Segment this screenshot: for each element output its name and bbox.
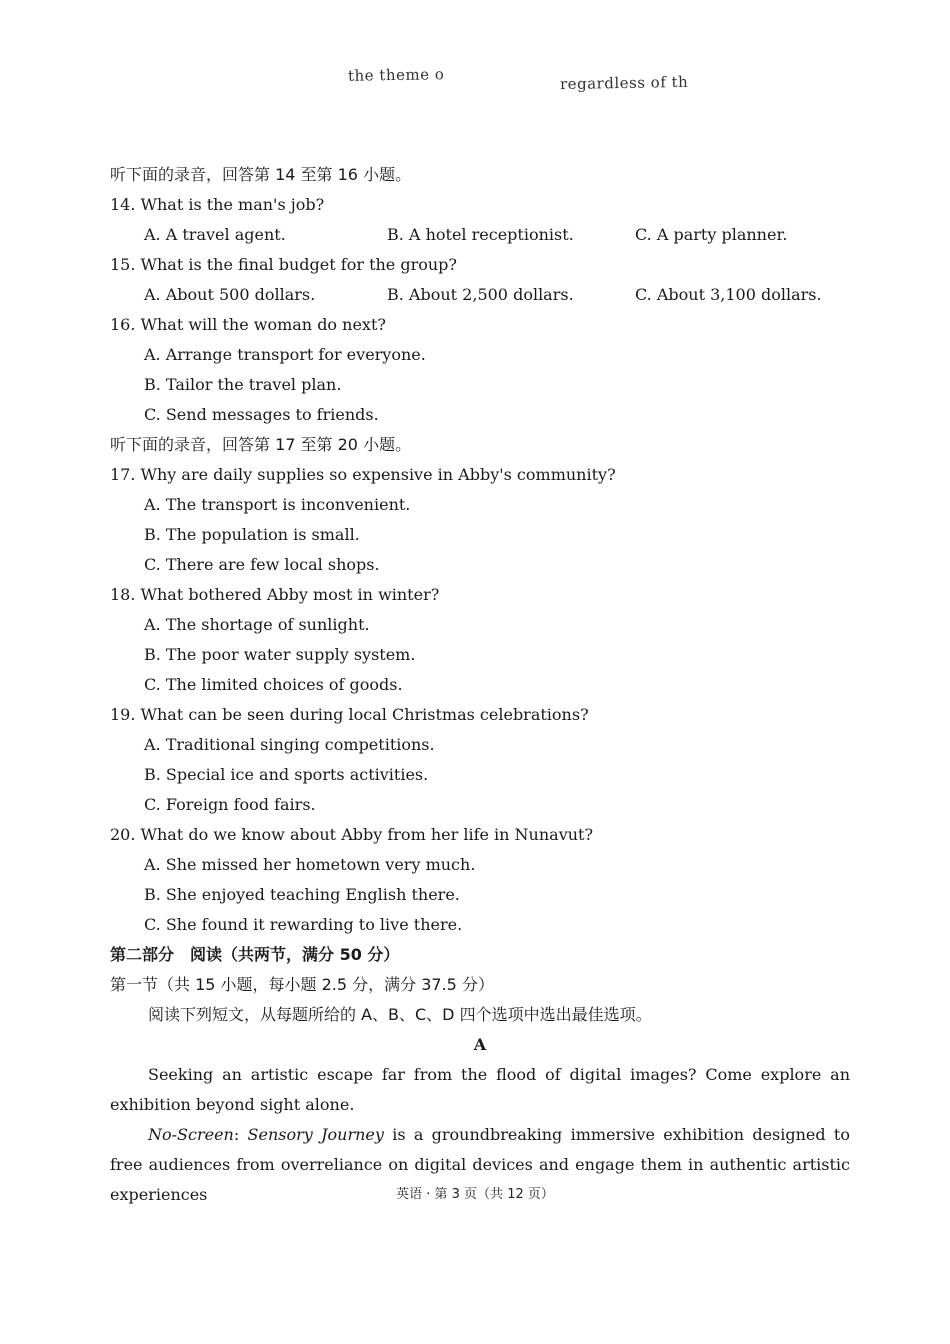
part2-section1: 第一节（共 15 小题，每小题 2.5 分，满分 37.5 分） — [110, 975, 494, 994]
option-b: B. The population is small. — [144, 525, 360, 544]
option-c: C. A party planner. — [635, 225, 788, 244]
exhibition-subtitle: Sensory Journey — [247, 1125, 384, 1144]
reading-instruction: 阅读下列短文，从每题所给的 A、B、C、D 四个选项中选出最佳选项。 — [148, 1005, 652, 1024]
question-18: 18. What bothered Abby most in winter? — [110, 585, 440, 604]
option-c: C. There are few local shops. — [144, 555, 380, 574]
question-15-options — [110, 280, 850, 310]
question-14: 14. What is the man's job? — [110, 195, 325, 214]
exhibition-title: No-Screen — [148, 1125, 234, 1144]
option-a: A. The transport is inconvenient. — [144, 495, 411, 514]
header-bleed-left: the theme o — [347, 65, 445, 85]
option-a: A. Traditional singing competitions. — [144, 735, 435, 754]
option-b: B. She enjoyed teaching English there. — [144, 885, 460, 904]
page-footer: 英语 · 第 3 页（共 12 页） — [396, 1187, 554, 1202]
question-17: 17. Why are daily supplies so expensive in Abby's community? — [110, 465, 616, 484]
title-separator: : — [233, 1125, 248, 1144]
question-14-options — [110, 220, 850, 250]
option-a: A. She missed her hometown very much. — [144, 855, 476, 874]
option-c: C. About 3,100 dollars. — [635, 285, 822, 304]
listening-instruction-2: 听下面的录音，回答第 17 至第 20 小题。 — [110, 435, 412, 454]
option-b: B. About 2,500 dollars. — [387, 285, 574, 304]
question-15: 15. What is the final budget for the group? — [110, 255, 457, 274]
option-b: B. Tailor the travel plan. — [144, 375, 342, 394]
page-content — [110, 160, 850, 1210]
option-b: B. Special ice and sports activities. — [144, 765, 429, 784]
passage-letter: A — [473, 1035, 487, 1054]
question-16: 16. What will the woman do next? — [110, 315, 386, 334]
question-19: 19. What can be seen during local Christmas celebrations? — [110, 705, 589, 724]
question-20: 20. What do we know about Abby from her life in Nunavut? — [110, 825, 594, 844]
option-c: C. Send messages to friends. — [144, 405, 379, 424]
passage-paragraph-1: Seeking an artistic escape far from the flood of digital images? Come explore an exhibition beyond sight alone. — [110, 1065, 850, 1114]
option-a: A. A travel agent. — [144, 225, 286, 244]
option-c: C. The limited choices of goods. — [144, 675, 403, 694]
option-a: A. About 500 dollars. — [144, 285, 316, 304]
listening-instruction-1: 听下面的录音，回答第 14 至第 16 小题。 — [110, 165, 412, 184]
header-bleed-right: regardless of th — [559, 72, 689, 94]
option-a: A. Arrange transport for everyone. — [144, 345, 426, 364]
option-c: C. Foreign food fairs. — [144, 795, 316, 814]
part2-heading: 第二部分 阅读（共两节，满分 50 分） — [110, 945, 400, 964]
option-a: A. The shortage of sunlight. — [144, 615, 370, 634]
option-b: B. A hotel receptionist. — [387, 225, 574, 244]
option-b: B. The poor water supply system. — [144, 645, 416, 664]
option-c: C. She found it rewarding to live there. — [144, 915, 463, 934]
paragraph-2-text: is a groundbreaking immersive exhibition designed to free audiences from overreliance on digital devices and engage them in authentic artistic experiences — [110, 1125, 850, 1204]
